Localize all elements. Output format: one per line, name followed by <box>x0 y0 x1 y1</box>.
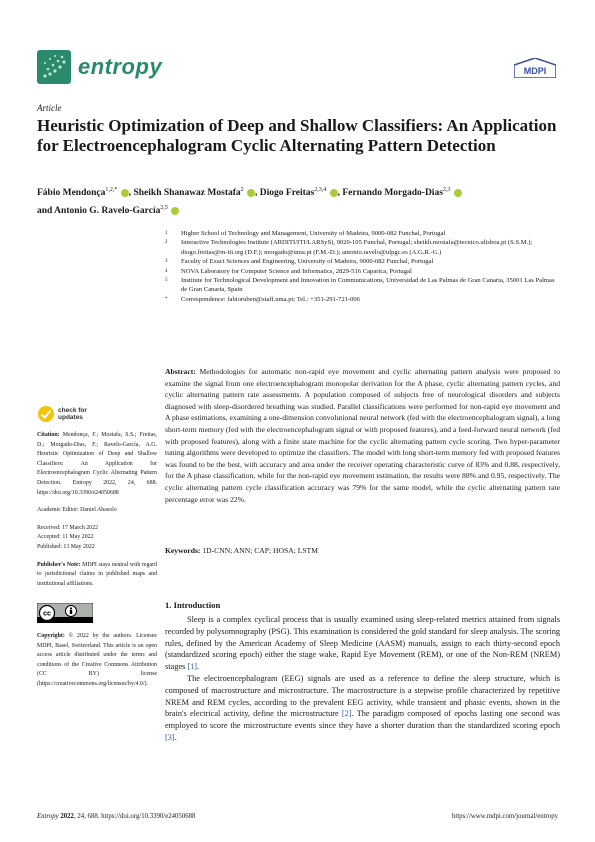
citation-link[interactable]: [2] <box>341 709 352 719</box>
author-name: Fábio Mendonça <box>37 188 106 199</box>
footer-citation: Entropy 2022, 24, 688. https://doi.org/10.3390/e24050688 <box>37 813 196 820</box>
orcid-icon[interactable] <box>171 207 179 215</box>
author-name: Diogo Freitas <box>259 188 315 199</box>
author-affiliation-marker: 1,2,* <box>105 187 118 193</box>
check-for-updates-badge[interactable] <box>37 405 157 423</box>
author-affiliation-marker: 2 <box>240 187 244 193</box>
affiliation: 1 Higher School of Technology and Management, University of Madeira, 9000-082 Funchal, Portugal <box>165 230 446 237</box>
svg-text:cc: cc <box>43 610 51 618</box>
orcid-icon[interactable] <box>330 189 338 197</box>
orcid-icon[interactable] <box>247 189 255 197</box>
journal-name: entropy <box>78 54 163 79</box>
introduction-body <box>165 614 560 744</box>
publishers-note-text: MDPI stays neutral with regard to jurisdictional claims in published maps and institutional affiliations. <box>37 561 157 587</box>
check-updates-line2: updates <box>58 414 83 421</box>
check-updates-line1: check for <box>58 407 87 414</box>
affiliation: 5 Institute for Technological Development and Innovation in Communications, Universidad de Las Palmas de Gran Canaria, 35001 Las Palmas de Gran Canaria, Spain <box>165 277 555 294</box>
keywords-text: 1D-CNN; ANN; CAP; HOSA; LSTM <box>202 546 318 555</box>
abstract-label: Abstract: <box>165 367 196 376</box>
publisher-name: MDPI <box>523 66 547 76</box>
keywords-label: Keywords: <box>165 546 201 555</box>
copyright-label: Copyright: <box>37 632 65 639</box>
correspondence: * Correspondence: fabioruben@staff.uma.pt; Tel.: +351-291-721-006 <box>165 295 361 303</box>
affiliation: 3 Faculty of Exact Sciences and Engineering, University of Madeira, 9000-082 Funchal, Portugal <box>165 258 434 266</box>
paragraph: Sleep is a complex cyclical process that is usually examined using sleep-related metrics attained from signals recorded by polysomnography (PSG). This examination is considered the gold standard for sleep analysis. The scoring rules, defined by the American Academy of Sleep Medicine (AASM) manuals, assign to each thirty-second epoch (standardized scoring epoch) either the stage wake, Rapid Eye Movement (REM), or one of the Non-REM (NREM) stages [1]. <box>165 615 560 672</box>
check-updates-icon <box>37 405 55 423</box>
accepted-date: Accepted: 11 May 2022 <box>37 534 94 541</box>
citation-label: Citation: <box>37 432 60 438</box>
citation-link[interactable]: [3] <box>165 732 175 742</box>
sidebar <box>37 405 157 697</box>
author-name: Sheikh Shanawaz Mostafa <box>133 188 241 199</box>
copyright-block <box>37 632 157 690</box>
author-list: Fábio Mendonça$^{1,2,*}$ , Sheikh Shanawaz Mostafa$^2$ , Diogo Freitas$^{2,3,4}$ , Fernando Morgado-Dias$^{2,3}$ and Antonio G. Ravelo-García$^{2,5}$ <box>37 183 557 219</box>
cc-by-license-icon[interactable] <box>37 603 93 623</box>
keywords <box>165 546 560 555</box>
published-date: Published: 13 May 2022 <box>37 543 95 550</box>
affiliations <box>165 229 560 304</box>
abstract <box>165 366 560 505</box>
article-type: Article <box>37 103 62 113</box>
paper-title: Heuristic Optimization of Deep and Shallow Classifiers: An Application for Electroencephalogram Cyclic Alternating Pattern Detection <box>37 116 557 155</box>
citation-block <box>37 431 157 498</box>
section-heading: 1. Introduction <box>165 600 221 610</box>
affiliation: 4 NOVA Laboratory for Computer Science and Informatics, 2829-516 Caparica, Portugal <box>165 267 412 275</box>
footer-journal-url[interactable]: https://www.mdpi.com/journal/entropy <box>451 813 558 820</box>
orcid-icon[interactable] <box>121 189 129 197</box>
author-name: Fernando Morgado-Dias <box>342 188 443 199</box>
publishers-note <box>37 561 157 590</box>
publishers-note-label: Publisher's Note: <box>37 561 81 568</box>
mdpi-logo-icon <box>514 58 556 78</box>
author-affiliation-marker: 2,3,4 <box>314 187 327 193</box>
abstract-text: Methodologies for automatic non-rapid eye movement and cyclic alternating pattern analysis were proposed to examine the signal from one electroencephalogram monopolar derivation for the A phase, cyclic alternating pattern cycles, and cyclic alternating pattern rate assessments. A population composed of subjects free of neurological disorders and subjects diagnosed with sleep-disordered breathing was studied. Parallel classifications were performed for non-rapid eye movement and A phase estimations, examining a one-dimension convolutional neural network (fed with the electroencephalogram signal), a long short-term memory (fed with the electroencephalogram signal or with proposed features), and a feed-forward neural network (fed with proposed features), along with a finite state machine for the cyclic alternating pattern cycle scoring. Two hyper-parameter tuning algorithms were developed to optimize the classifiers. The model with long short-term memory fed with proposed features was found to be the best, with accuracy and area under the receiver operating characteristic curve of 83% and 0.88, respectively, for the A phase classification, while for the non-rapid eye movement estimation, the results were 88% and 0.95, respectively. The cyclic alternating pattern cycle classification accuracy was 79% for the same model, while the cyclic alternating pattern rate percentage error was 22%. <box>165 367 560 504</box>
received-date: Received: 17 March 2022 <box>37 524 99 531</box>
citation-text: Mendonça, F.; Mostafa, S.S.; Freitas, D.; Morgado-Dias, F.; Ravelo-García, A.G. Heuristic Optimization of Deep and Shallow Classifiers: An Application for Electroencephalogram Cyclic Alternating Pattern Detection. Entropy 2022, 24, 688. https://doi.org/10.3390/e24050688 <box>37 432 157 496</box>
academic-editor: Academic Editor: Daniel Abasolo <box>37 507 117 514</box>
paragraph: The electroencephalogram (EEG) signals are used as a reference to define the sleep structure, which is composed of macrostructure and microstructure. The macrostructure is a stepwise profile characterized by repetitive NREM and REM cycles, according to the prevalent EEG activity, while transient and phasic events, shown in the brain's electrical activity, define the microstructure [2]. The paradigm composed of epochs lasting one second was employed to score the microstructure events since they have a shorter duration than the standardized scoring epoch [3]. <box>165 673 560 742</box>
citation-link[interactable]: [1] <box>187 662 198 672</box>
author-name: Antonio G. Ravelo-García <box>54 206 161 217</box>
author-affiliation-marker: 2,3 <box>442 187 451 193</box>
author-affiliation-marker: 2,5 <box>160 205 168 212</box>
journal-logo-icon <box>37 50 71 84</box>
orcid-icon[interactable] <box>454 189 462 197</box>
copyright-text: © 2022 by the authors. Licensee MDPI, Basel, Switzerland. This article is an open access article distributed under the terms and conditions of the Creative Commons Attribution (CC BY) license (https://creativecommons.org/licenses/by/4.0/). <box>37 632 158 687</box>
affiliation: 2 Interactive Technologies Institute (ARDITI/ITI/LARSyS), 9020-105 Funchal, Portugal; sheikh.mostafa@tecnico.ulisboa.pt (S.S.M.); diogo.freitas@m-iti.org (D.F.); morgado@uma.pt (F.M.-D.); antonio.ravelo@ulpgc.es (A.G.R.-G.) <box>165 239 533 256</box>
